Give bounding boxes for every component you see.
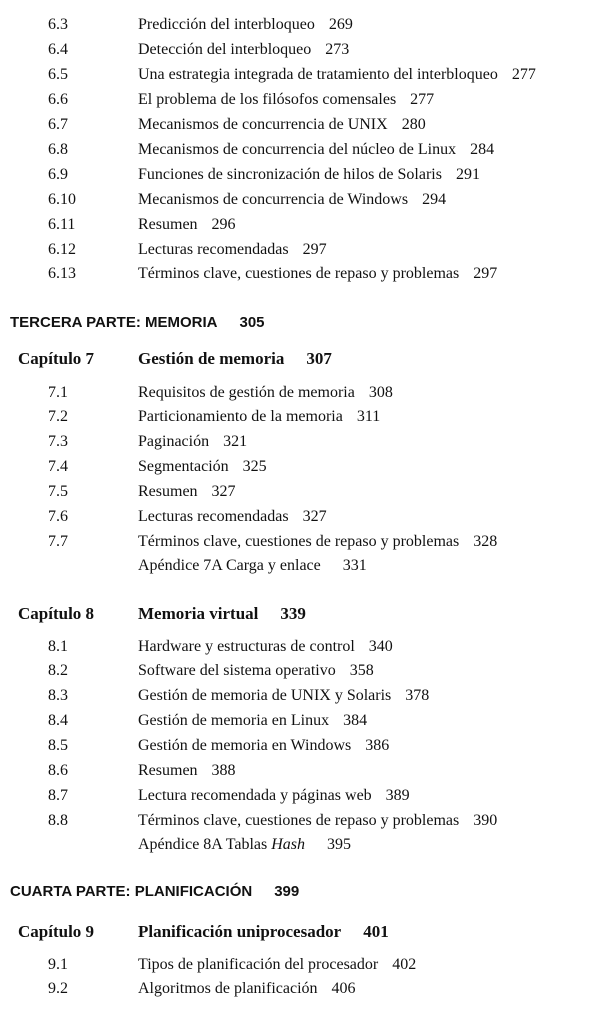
page-number: 311 (356, 408, 381, 425)
page-number: 386 (365, 737, 390, 754)
page-number: 402 (392, 956, 417, 973)
chapter-label: Capítulo 8 (18, 604, 95, 623)
page-number: 273 (325, 41, 350, 58)
chapter-label: Capítulo 9 (18, 922, 95, 941)
section-number: 6.5 (48, 66, 68, 83)
section-number: 9.1 (48, 956, 68, 973)
section-title: Gestión de memoria de UNIX y Solaris (138, 687, 392, 704)
part-page-number: 305 (239, 314, 265, 331)
part-heading (10, 880, 299, 904)
page-number: 297 (302, 241, 327, 258)
section-title: Paginación (138, 433, 210, 450)
section-title: Gestión de memoria en Linux (138, 712, 330, 729)
section-title: Mecanismos de concurrencia de UNIX (138, 116, 388, 133)
page-number: 378 (405, 687, 430, 704)
page-number: 358 (349, 662, 374, 679)
page-number: 296 (211, 216, 236, 233)
page-number: 321 (223, 433, 248, 450)
section-number: 8.6 (48, 762, 68, 779)
section-title: Hardware y estructuras de control (138, 638, 355, 655)
section-title: Términos clave, cuestiones de repaso y problemas (138, 265, 460, 282)
section-title: Lecturas recomendadas (138, 508, 289, 525)
section-title: Software del sistema operativo (138, 662, 336, 679)
page-number: 331 (342, 557, 367, 574)
section-number: 7.6 (48, 508, 68, 525)
section-title: Algoritmos de planificación (138, 980, 318, 997)
part-title: TERCERA PARTE: MEMORIA (10, 314, 218, 331)
section-number: 6.11 (48, 216, 76, 233)
section-title: Mecanismos de concurrencia de Windows (138, 191, 409, 208)
section-number: 6.10 (48, 191, 76, 208)
section-title: Particionamiento de la memoria (138, 408, 343, 425)
section-title: Resumen (138, 216, 198, 233)
section-number: 6.8 (48, 141, 68, 158)
section-title: Gestión de memoria en Windows (138, 737, 352, 754)
section-number: 7.3 (48, 433, 68, 450)
section-number: 7.1 (48, 384, 68, 401)
chapter-title: Planificación uniprocesador (138, 922, 342, 941)
section-number: 8.2 (48, 662, 68, 679)
page-number: 390 (473, 812, 498, 829)
section-title: Resumen (138, 483, 198, 500)
section-number: 6.9 (48, 166, 68, 183)
section-number: 6.6 (48, 91, 68, 108)
section-title: Una estrategia integrada de tratamiento del interbloqueo (138, 66, 498, 83)
section-number: 8.3 (48, 687, 68, 704)
section-number: 7.7 (48, 533, 68, 550)
page-number: 284 (470, 141, 495, 158)
part-page-number: 399 (274, 883, 300, 900)
part-title: CUARTA PARTE: PLANIFICACIÓN (10, 883, 253, 900)
section-number: 8.4 (48, 712, 68, 729)
page-number: 395 (327, 836, 352, 853)
page-number: 291 (455, 166, 480, 183)
section-title: Términos clave, cuestiones de repaso y problemas (138, 533, 460, 550)
section-title: Requisitos de gestión de memoria (138, 384, 355, 401)
page-number: 269 (328, 16, 353, 33)
page-number: 384 (343, 712, 368, 729)
section-number: 6.3 (48, 16, 68, 33)
chapter-title: Memoria virtual (138, 604, 259, 623)
page-number: 389 (385, 787, 410, 804)
chapter-page-number: 307 (306, 349, 332, 368)
section-title: Detección del interbloqueo (138, 41, 312, 58)
section-number: 6.13 (48, 265, 76, 282)
section-title: Funciones de sincronización de hilos de Solaris (138, 166, 442, 183)
section-number: 6.4 (48, 41, 68, 58)
chapter-label: Capítulo 7 (18, 349, 95, 368)
section-title: Segmentación (138, 458, 229, 475)
section-title: Predicción del interbloqueo (138, 16, 315, 33)
section-title: Tipos de planificación del procesador (138, 956, 379, 973)
page-number: 325 (242, 458, 267, 475)
page-number: 340 (368, 638, 393, 655)
chapter-page-number: 339 (280, 604, 306, 623)
section-title: Resumen (138, 762, 198, 779)
appendix-label: Apéndice 8A (138, 836, 222, 853)
section-title: Mecanismos de concurrencia del núcleo de Linux (138, 141, 457, 158)
section-number: 7.5 (48, 483, 68, 500)
chapter-title: Gestión de memoria (138, 349, 285, 368)
page-number: 294 (422, 191, 447, 208)
appendix-title: Carga y enlace (225, 557, 321, 574)
page-number: 327 (302, 508, 327, 525)
chapter-page-number: 401 (363, 922, 389, 941)
section-number: 9.2 (48, 980, 68, 997)
section-number: 6.7 (48, 116, 68, 133)
section-number: 7.4 (48, 458, 68, 475)
page-number: 297 (473, 265, 498, 282)
appendix-row (138, 834, 351, 856)
appendix-label: Apéndice 7A (138, 557, 222, 574)
section-title: Lectura recomendada y páginas web (138, 787, 372, 804)
section-number: 7.2 (48, 408, 68, 425)
page-number: 328 (473, 533, 498, 550)
section-title: Términos clave, cuestiones de repaso y problemas (138, 812, 460, 829)
appendix-title-italic: Hash (271, 836, 306, 853)
page-number: 388 (211, 762, 236, 779)
page-number: 277 (511, 66, 536, 83)
page-number: 308 (368, 384, 393, 401)
section-number: 8.8 (48, 812, 68, 829)
appendix-title-prefix: Tablas (225, 836, 268, 853)
page-number: 280 (401, 116, 426, 133)
section-number: 8.1 (48, 638, 68, 655)
page-number: 406 (331, 980, 356, 997)
section-number: 8.5 (48, 737, 68, 754)
page-number: 277 (410, 91, 435, 108)
section-number: 8.7 (48, 787, 68, 804)
page-number: 327 (211, 483, 236, 500)
section-title: El problema de los filósofos comensales (138, 91, 397, 108)
part-heading (10, 311, 265, 335)
appendix-row (138, 555, 367, 577)
section-number: 6.12 (48, 241, 76, 258)
section-title: Lecturas recomendadas (138, 241, 289, 258)
